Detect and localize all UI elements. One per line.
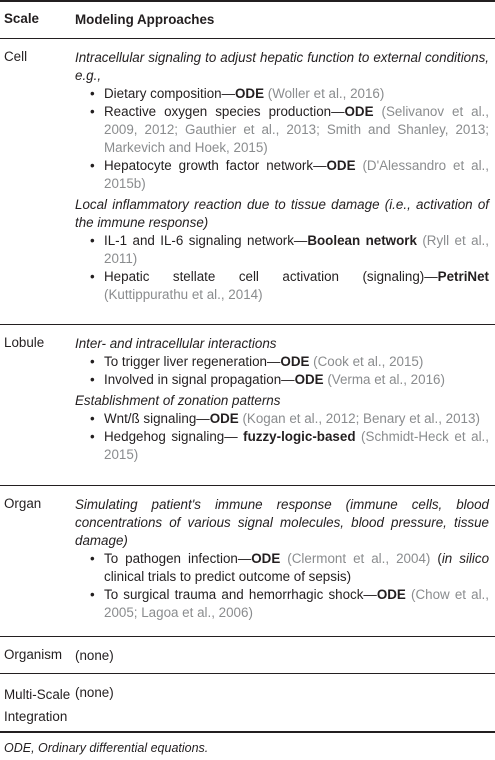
header-scale: Scale	[4, 11, 39, 26]
row-rule	[0, 485, 495, 486]
scale-label: Lobule	[4, 335, 45, 350]
row-rule	[0, 636, 495, 637]
list-item: • IL-1 and IL-6 signaling network—Boolean network (Ryll et al., 2011)	[90, 233, 489, 266]
list-item: • Hedgehog signaling— fuzzy-logic-based (Schmidt-Heck et al., 2015)	[90, 429, 489, 462]
table-bottom-rule	[0, 731, 495, 733]
header-rule	[0, 38, 495, 39]
list-item: • Hepatic stellate cell activation (signaling)—PetriNet (Kuttippurathu et al., 2014)	[90, 269, 489, 302]
category-label: Simulating patient's immune response (immune cells, blood concentrations of various signal molecules, blood pressure, tissue damage)	[75, 497, 489, 548]
approaches-value: (none)	[75, 648, 114, 663]
scale-label: Organ	[4, 496, 42, 511]
approaches-cell	[75, 49, 489, 304]
list-item: • Hepatocyte growth factor network—ODE (D'Alessandro et al., 2015b)	[90, 158, 490, 191]
approach-list	[75, 550, 489, 622]
category-label: Local inflammatory reaction due to tissue damage (i.e., activation of the immune response)	[75, 197, 489, 230]
table-top-rule	[0, 0, 495, 2]
list-item: • To surgical trauma and hemorrhagic shock—ODE (Chow et al., 2005; Lagoa et al., 2006)	[90, 587, 489, 620]
list-item: • Wnt/ß signaling—ODE (Kogan et al., 2012; Benary et al., 2013)	[90, 411, 480, 426]
approach-list	[75, 410, 489, 464]
header-approaches: Modeling Approaches	[75, 12, 215, 27]
approaches-value: (none)	[75, 685, 114, 700]
list-item: • To pathogen infection—ODE (Clermont et al., 2004) (in silico clinical trials to predict outcome of sepsis)	[90, 551, 490, 584]
scale-label: Multi-Scale Integration	[4, 687, 71, 724]
list-item: • Dietary composition—ODE (Woller et al., 2016)	[90, 86, 385, 101]
approach-list	[75, 85, 489, 193]
list-item: • To trigger liver regeneration—ODE (Cook et al., 2015)	[90, 354, 424, 369]
list-item: • Reactive oxygen species production—ODE (Selivanov et al., 2009, 2012; Gauthier et al., 2013; Smith and Shanley, 2013; Markevich and Hoek, 2015)	[90, 104, 490, 155]
approaches-cell	[75, 335, 489, 464]
approaches-cell	[75, 496, 489, 622]
scale-label: Cell	[4, 49, 28, 64]
category-label: Inter- and intracellular interactions	[75, 336, 277, 351]
category-label: Intracellular signaling to adjust hepatic function to external conditions, e.g.,	[75, 50, 489, 83]
approach-list	[75, 353, 489, 389]
category-label: Establishment of zonation patterns	[75, 393, 281, 408]
scale-label: Organism	[4, 647, 63, 662]
approach-list	[75, 232, 489, 304]
row-rule	[0, 673, 495, 674]
row-rule	[0, 324, 495, 325]
list-item: • Involved in signal propagation—ODE (Verma et al., 2016)	[90, 372, 445, 387]
table-footnote: ODE, Ordinary differential equations.	[4, 741, 209, 755]
